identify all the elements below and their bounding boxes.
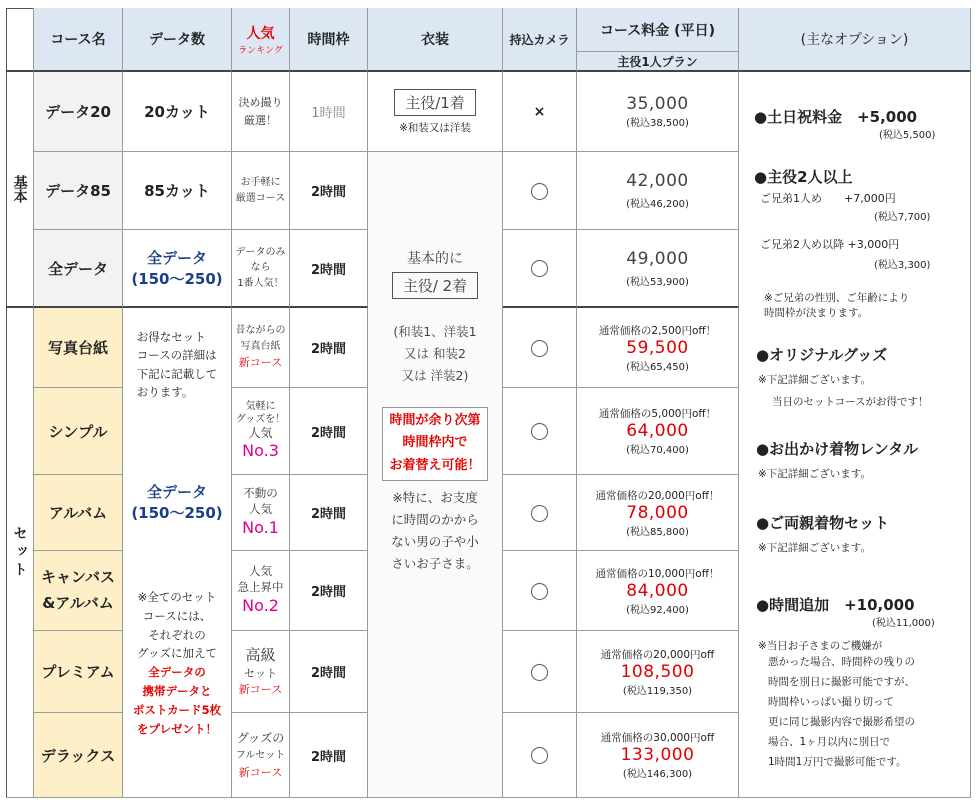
- set-count-note-top: [137, 328, 218, 402]
- costume-note-line: に時間のかから: [391, 511, 479, 527]
- set-note-line: コースには、: [142, 608, 212, 623]
- camera-data85: ◯: [503, 152, 577, 230]
- costume-note-line: ない男の子や小: [391, 533, 479, 549]
- option-extra-note: 場合、1ヶ月以内に別日で: [768, 736, 891, 748]
- option-extra-note: 時間枠いっぱい撮り切って: [768, 696, 894, 708]
- pop-canvas-album: [232, 551, 290, 631]
- costume-detail: [393, 321, 476, 387]
- costume-note-line: さいお子さま。: [391, 555, 479, 571]
- option-extra-note: 時間を別日に撮影可能ですが、: [768, 676, 915, 688]
- group-basic-label: [6, 72, 34, 308]
- header-time-slot: 時間枠: [290, 8, 368, 72]
- pop-data85: [232, 152, 290, 230]
- option-extra-note: 1時間1万円で撮影可能です。: [768, 756, 907, 768]
- time-data85: 2時間: [290, 152, 368, 230]
- price-tax: (税込46,200): [626, 199, 689, 210]
- time-simple: 2時間: [290, 388, 368, 475]
- costume-detail-line: 又は 洋装2): [401, 367, 469, 383]
- group-set-text: セット: [11, 525, 28, 580]
- time-premium: 2時間: [290, 631, 368, 713]
- price-value: 59,500: [626, 337, 689, 358]
- pop-new-badge: 新コース: [238, 356, 283, 370]
- time-deluxe: 2時間: [290, 713, 368, 798]
- pop-line: 不動の: [243, 486, 278, 501]
- pop-line: グッズを！: [235, 413, 286, 425]
- option-sibling2-tax: (税込3,300): [874, 260, 931, 271]
- pop-line: セット: [244, 667, 277, 681]
- header-plan: 主役1人プラン: [577, 52, 739, 72]
- group-set-label: [6, 308, 34, 798]
- price-tax: (税込85,800): [626, 526, 689, 538]
- price-value: 64,000: [626, 421, 689, 441]
- price-tax: (税込53,900): [626, 276, 689, 288]
- option-extra-note: 悪かった場合、時間枠の残りの: [768, 656, 915, 668]
- costume-row1-note: ※和装又は洋装: [399, 121, 471, 134]
- price-photo-mount: [577, 308, 739, 388]
- header-options: (主なオプション): [739, 8, 971, 72]
- costume-red-box: [382, 407, 487, 481]
- pop-line: お手軽に: [240, 177, 281, 188]
- camera-canvas-album: ◯: [503, 551, 577, 631]
- option-sibling2: ご兄弟2人め以降 +3,000円: [760, 238, 900, 251]
- camera-data20: ×: [503, 72, 577, 152]
- costume-detail-line: 又は 和装2: [404, 345, 466, 361]
- header-data-count: データ数: [123, 8, 232, 72]
- header-course-name: コース名: [34, 8, 123, 72]
- costume-note: [391, 487, 479, 575]
- option-multi: ●主役2人以上: [754, 168, 853, 186]
- time-data20: 1時間: [290, 72, 368, 152]
- price-tax: (税込146,300): [622, 769, 693, 780]
- pop-photo-mount: [232, 308, 290, 388]
- price-value: 35,000: [626, 94, 689, 114]
- group-basic-text: 基本: [11, 175, 28, 203]
- pop-line: なら: [250, 262, 271, 274]
- set-note-red: 全データの: [148, 665, 206, 680]
- course-name-data20: データ20: [34, 72, 123, 152]
- header-popular-label: 人気: [246, 25, 275, 42]
- count-all-data-range: (150〜250): [131, 270, 223, 288]
- time-canvas-album: 2時間: [290, 551, 368, 631]
- course-name-canvas: キャンバス: [41, 568, 115, 586]
- price-data20: [577, 72, 739, 152]
- price-tax: (税込119,350): [622, 685, 693, 697]
- option-sibling1-tax: (税込7,700): [874, 212, 931, 223]
- header-ranking-label: ランキング: [238, 45, 283, 56]
- course-name-album-suffix: &アルバム: [42, 593, 114, 612]
- price-tax: (税込65,450): [626, 361, 689, 373]
- costume-red-line: 時間が余り次第: [389, 412, 481, 428]
- pop-line: 昔ながらの: [235, 325, 286, 337]
- count-set-merged: [123, 308, 232, 798]
- course-name-simple: シンプル: [34, 388, 123, 475]
- costume-basic-line: 基本的に: [407, 251, 463, 267]
- costume-note-line: ※特に、お支度: [392, 489, 478, 505]
- price-simple: [577, 388, 739, 475]
- set-note-red: 携帯データと: [142, 684, 212, 699]
- course-name-photo-mount: 写真台紙: [34, 308, 123, 388]
- pop-line: 人気: [249, 502, 272, 517]
- pop-rank: No.1: [242, 518, 279, 538]
- price-album: [577, 475, 739, 551]
- set-count-main-label: 全データ: [146, 482, 207, 501]
- option-extra-note: 更に同じ撮影内容で撮影希望の: [768, 716, 915, 728]
- set-note-line: グッズに加えて: [137, 646, 217, 661]
- time-album: 2時間: [290, 475, 368, 551]
- count-data20: 20カット: [123, 72, 232, 152]
- price-off: 通常価格の20,000円off！: [595, 489, 720, 502]
- option-sibling-note: 時間枠が決まります。: [764, 307, 869, 319]
- option-extra-tax: (税込11,000): [872, 618, 935, 629]
- price-tax: (税込70,400): [626, 445, 689, 456]
- pop-line: グッズの: [236, 731, 285, 746]
- pop-rank: No.3: [242, 441, 279, 461]
- camera-deluxe: ◯: [503, 713, 577, 798]
- count-data85: 85カット: [123, 152, 232, 230]
- price-value: 78,000: [626, 502, 689, 523]
- price-value: 84,000: [626, 580, 689, 601]
- price-canvas-album: [577, 551, 739, 631]
- header-popular: [232, 8, 290, 72]
- pop-album: [232, 475, 290, 551]
- camera-photo-mount: ◯: [503, 308, 577, 388]
- price-value: 108,500: [620, 661, 695, 682]
- course-name-premium: プレミアム: [34, 631, 123, 713]
- course-name-all-data: 全データ: [34, 230, 123, 308]
- costume-red-line: お着替え可能！: [389, 458, 481, 474]
- costume-data20: [368, 72, 503, 152]
- camera-all-data: ◯: [503, 230, 577, 308]
- camera-simple: ◯: [503, 388, 577, 475]
- option-holiday-tax: (税込5,500): [879, 130, 936, 141]
- option-rental-note: ※下記詳細ございます。: [758, 468, 871, 480]
- price-all-data: [577, 230, 739, 308]
- price-off: 通常価格の20,000円off: [600, 648, 715, 661]
- set-note-line: おります。: [136, 385, 194, 400]
- pop-new-badge: 新コース: [238, 765, 283, 779]
- header-fee: コース料金 (平日): [577, 8, 739, 52]
- pop-line: フルセット: [235, 750, 286, 762]
- camera-album: ◯: [503, 475, 577, 551]
- pop-line: データのみ: [235, 246, 286, 258]
- pop-line: 気軽に: [245, 400, 276, 412]
- course-name-canvas-album: [34, 551, 123, 631]
- camera-premium: ◯: [503, 631, 577, 713]
- pop-line: 人気: [249, 564, 272, 579]
- header-costume: 衣装: [368, 8, 503, 72]
- option-rental: ●お出かけ着物レンタル: [756, 440, 919, 458]
- option-goods-note: ※下記詳細ございます。: [758, 374, 871, 386]
- count-all-data-label: 全データ: [146, 249, 207, 267]
- header-corner: [6, 8, 34, 72]
- pop-simple: [232, 388, 290, 475]
- price-value: 49,000: [626, 248, 689, 269]
- set-note-line: それぞれの: [148, 627, 206, 642]
- count-all-data: [123, 230, 232, 308]
- option-holiday: ●土日祝料金 +5,000: [754, 108, 918, 126]
- pop-new-badge: 新コース: [238, 683, 283, 697]
- pop-line: 厳選！: [244, 113, 277, 127]
- pop-line: 厳選コース: [235, 192, 286, 204]
- pop-line: 写真台紙: [240, 340, 281, 352]
- pop-all-data: [232, 230, 290, 308]
- option-sibling1: ご兄弟1人め +7,000円: [760, 192, 896, 205]
- price-value: 133,000: [620, 745, 695, 765]
- set-note-line: ※全てのセット: [137, 589, 217, 604]
- course-name-deluxe: デラックス: [34, 713, 123, 798]
- course-name-data85: データ85: [34, 152, 123, 230]
- price-value: 42,000: [626, 171, 689, 191]
- option-extra-note: ※当日お子さまのご機嫌が: [758, 640, 883, 652]
- price-deluxe: [577, 713, 739, 798]
- price-tax: (税込92,400): [626, 604, 689, 616]
- costume-row1-box: 主役/1着: [394, 89, 476, 116]
- pop-line: 高級: [245, 645, 276, 664]
- header-camera: 持込カメラ: [503, 8, 577, 72]
- pop-premium: [232, 631, 290, 713]
- option-goods-note2: 当日のセットコースがお得です！: [772, 396, 929, 408]
- price-premium: [577, 631, 739, 713]
- option-parents: ●ご両親着物セット: [756, 514, 890, 532]
- set-count-note-bottom: [133, 588, 221, 740]
- option-parents-note: ※下記詳細ございます。: [758, 542, 871, 554]
- set-count-main-range: (150〜250): [131, 503, 223, 522]
- set-note-red: ポストカード5枚: [132, 703, 222, 718]
- set-note-red: をプレゼント！: [136, 722, 218, 737]
- price-off: 通常価格の30,000円off: [600, 732, 715, 744]
- price-off: 通常価格の2,500円off！: [598, 324, 717, 337]
- time-all-data: 2時間: [290, 230, 368, 308]
- set-count-main: [131, 482, 222, 524]
- pop-line: 人気: [248, 425, 273, 440]
- pop-line: 1番人気！: [237, 277, 284, 289]
- course-name-album: アルバム: [34, 475, 123, 551]
- costume-merged: [368, 152, 503, 798]
- course-price-table: [6, 8, 971, 798]
- price-tax: (税込38,500): [626, 118, 689, 129]
- set-note-line: コースの詳細は: [136, 348, 217, 363]
- price-off: 通常価格の10,000円off！: [595, 567, 720, 580]
- option-sibling-note: ※ご兄弟の性別、ご年齢により: [764, 292, 910, 304]
- option-goods: ●オリジナルグッズ: [756, 346, 888, 364]
- pop-deluxe: [232, 713, 290, 798]
- pop-rank: No.2: [242, 596, 279, 616]
- price-off: 通常価格の5,000円off！: [598, 408, 717, 420]
- pop-line: 急上昇中: [237, 580, 284, 595]
- time-photo-mount: 2時間: [290, 308, 368, 388]
- pop-data20: [232, 72, 290, 152]
- costume-red-line: 時間枠内で: [402, 435, 468, 451]
- set-note-line: お得なセット: [136, 330, 206, 344]
- price-data85: [577, 152, 739, 230]
- set-note-line: 下記に記載して: [136, 366, 218, 381]
- costume-basic-box: 主役/ 2着: [392, 272, 478, 299]
- pop-line: 決め撮り: [238, 96, 283, 110]
- costume-detail-line: (和装1、洋装1: [393, 324, 477, 339]
- option-extra: ●時間追加 +10,000: [756, 596, 915, 614]
